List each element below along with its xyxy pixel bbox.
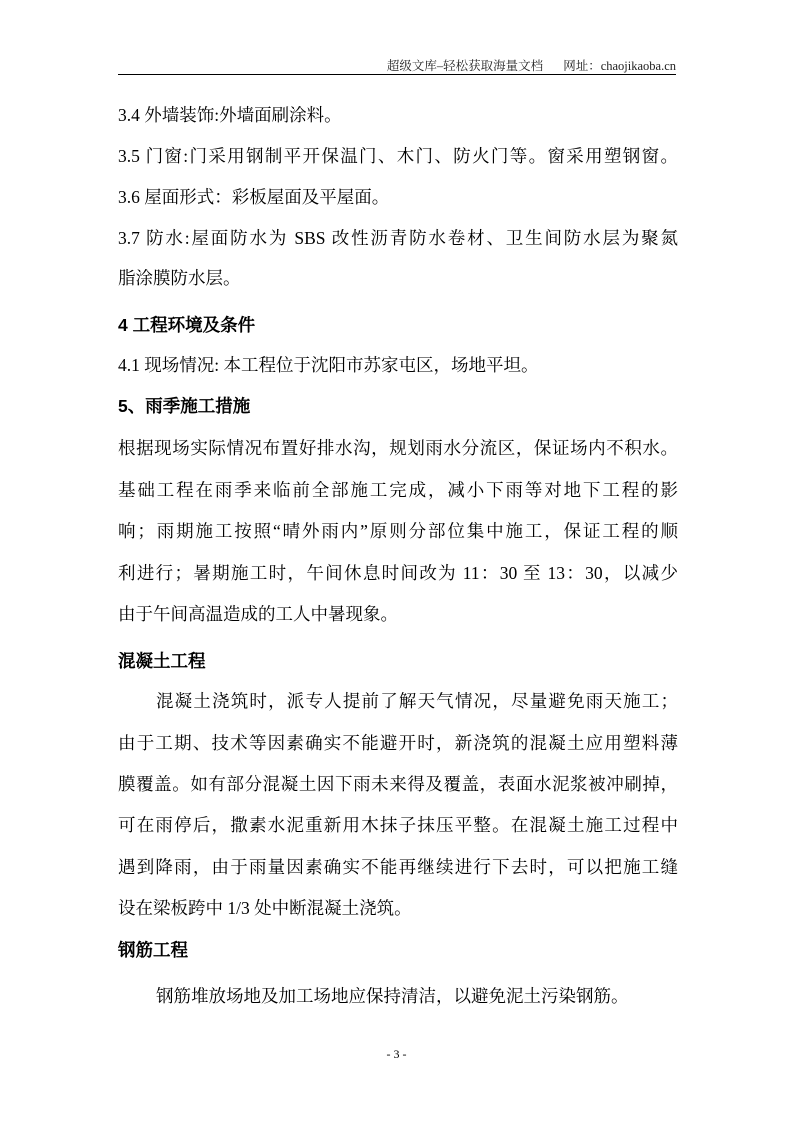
header-site-name: 超级文库–轻松获取海量文档	[386, 59, 544, 73]
heading-concrete: 混凝土工程	[118, 651, 206, 671]
header-rule	[118, 74, 676, 75]
paragraph-3-7: 3.7 防水:屋面防水为 SBS 改性沥青防水卷材、卫生间防水层为聚氮	[118, 228, 678, 248]
paragraph-3-5: 3.5 门窗:门采用钢制平开保温门、木门、防火门等。窗采用塑钢窗。	[118, 146, 678, 166]
paragraph-concrete-3: 膜覆盖。如有部分混凝土因下雨未来得及覆盖，表面水泥浆被冲刷掉，	[118, 774, 678, 794]
paragraph-concrete-2: 由于工期、技术等因素确实不能避开时，新浇筑的混凝土应用塑料薄	[118, 733, 678, 753]
paragraph-rain-3: 响；雨期施工按照“晴外雨内”原则分部位集中施工，保证工程的顺	[118, 521, 678, 541]
page-number: - 3 -	[386, 1047, 407, 1061]
page-header	[118, 56, 676, 74]
section-heading-4: 4 工程环境及条件	[118, 315, 256, 335]
header-url: 网址：chaojikaoba.cn	[563, 59, 676, 73]
paragraph-3-7-cont: 脂涂膜防水层。	[118, 268, 241, 288]
paragraph-4-1: 4.1 现场情况: 本工程位于沈阳市苏家屯区，场地平坦。	[118, 355, 539, 375]
section-heading-5: 5、雨季施工措施	[118, 396, 251, 416]
heading-rebar: 钢筋工程	[118, 940, 188, 960]
paragraph-concrete-5: 遇到降雨，由于雨量因素确实不能再继续进行下去时，可以把施工缝	[118, 857, 678, 877]
paragraph-rebar: 钢筋堆放场地及加工场地应保持清洁，以避免泥土污染钢筋。	[156, 986, 629, 1006]
paragraph-3-4: 3.4 外墙装饰:外墙面刷涂料。	[118, 105, 342, 125]
paragraph-rain-1: 根据现场实际情况布置好排水沟，规划雨水分流区，保证场内不积水。	[118, 438, 678, 458]
paragraph-3-6: 3.6 屋面形式：彩板屋面及平屋面。	[118, 187, 390, 207]
paragraph-rain-2: 基础工程在雨季来临前全部施工完成，减小下雨等对地下工程的影	[118, 480, 678, 500]
paragraph-rain-4: 利进行；暑期施工时，午间休息时间改为 11：30 至 13：30，以减少	[118, 563, 678, 583]
paragraph-concrete-4: 可在雨停后，撒素水泥重新用木抹子抹压平整。在混凝土施工过程中	[118, 815, 678, 835]
paragraph-rain-5: 由于午间高温造成的工人中暑现象。	[118, 604, 398, 624]
paragraph-concrete-6: 设在梁板跨中 1/3 处中断混凝土浇筑。	[118, 898, 412, 918]
paragraph-concrete-1: 混凝土浇筑时，派专人提前了解天气情况，尽量避免雨天施工；	[156, 691, 678, 711]
